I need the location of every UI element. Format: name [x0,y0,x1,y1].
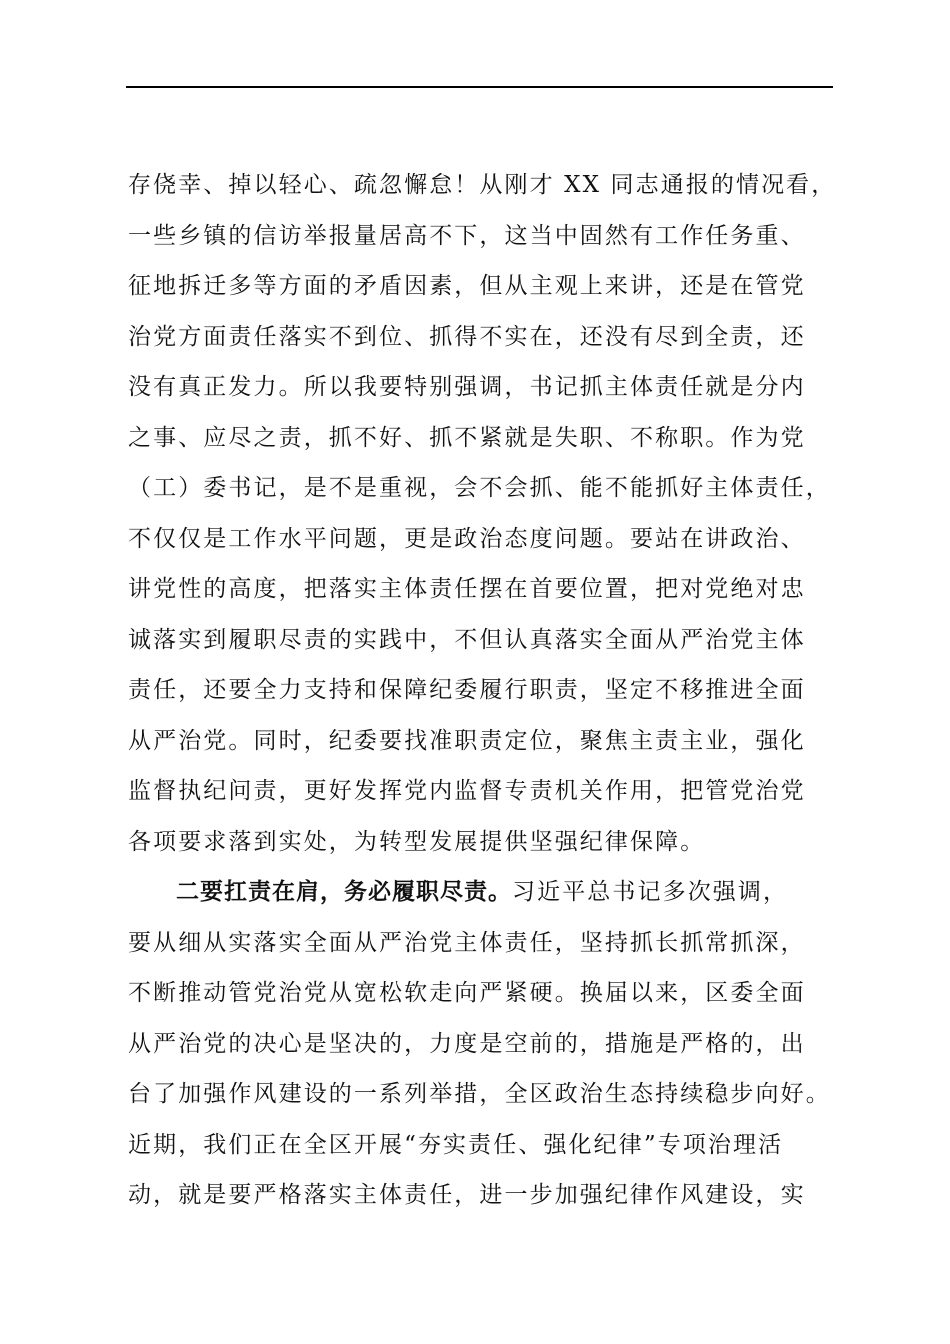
header-rule [126,86,833,88]
paragraph-1 [128,160,840,867]
text-line: 治党方面责任落实不到位、抓得不实在，还没有尽到全责，还 [128,323,806,350]
document-body [128,160,840,1221]
text-line: 诚落实到履职尽责的实践中，不但认真落实全面从严治党主体 [128,626,806,653]
text-line: 责任，还要全力支持和保障纪委履行职责，坚定不移推进全面 [128,677,806,703]
text-line: 动，就是要严格落实主体责任，进一步加强纪律作风建设，实 [128,1182,806,1208]
text-line: 台了加强作风建设的一系列举措，全区政治生态持续稳步向好。 [128,1081,831,1107]
text-line: 监督执纪问责，更好发挥党内监督专责机关作用，把管党治党 [128,778,806,804]
text-line: 要从细从实落实全面从严治党主体责任，坚持抓长抓常抓深， [128,929,806,956]
text-line: 不断推动管党治党从宽松软走向严紧硬。换届以来，区委全面 [128,980,806,1006]
paragraph-2 [128,867,840,1221]
text-line: 一些乡镇的信访举报量居高不下，这当中固然有工作任务重、 [128,222,806,249]
text-line: 没有真正发力。所以我要特别强调，书记抓主体责任就是分内 [128,374,806,400]
text-segment: 习近平总书记多次强调， [512,879,789,905]
text-line-first [128,867,840,918]
text-line: 各项要求落到实处，为转型发展提供坚强纪律保障。 [128,828,706,855]
text-line: 不仅仅是工作水平问题，更是政治态度问题。要站在讲政治、 [128,525,806,552]
text-line: 从严治党的决心是坚决的，力度是空前的，措施是严格的，出 [128,1030,806,1057]
text-line: 征地拆迁多等方面的矛盾因素，但从主观上来讲，还是在管党 [128,273,806,299]
text-line: 之事、应尽之责，抓不好、抓不紧就是失职、不称职。作为党 [128,424,806,451]
text-line: 存侥幸、掉以轻心、疏忽懈怠！从刚才 XX 同志通报的情况看， [128,172,837,198]
text-line: （工）委书记，是不是重视，会不会抓、能不能抓好主体责任， [128,475,831,501]
text-line: 近期，我们正在全区开展“夯实责任、强化纪律”专项治理活 [128,1131,784,1158]
text-line: 从严治党。同时，纪委要找准职责定位，聚焦主责主业，强化 [128,727,806,754]
section-heading: 二要扛责在肩，务必履职尽责。 [176,879,512,905]
text-line: 讲党性的高度，把落实主体责任摆在首要位置，把对党绝对忠 [128,576,806,602]
